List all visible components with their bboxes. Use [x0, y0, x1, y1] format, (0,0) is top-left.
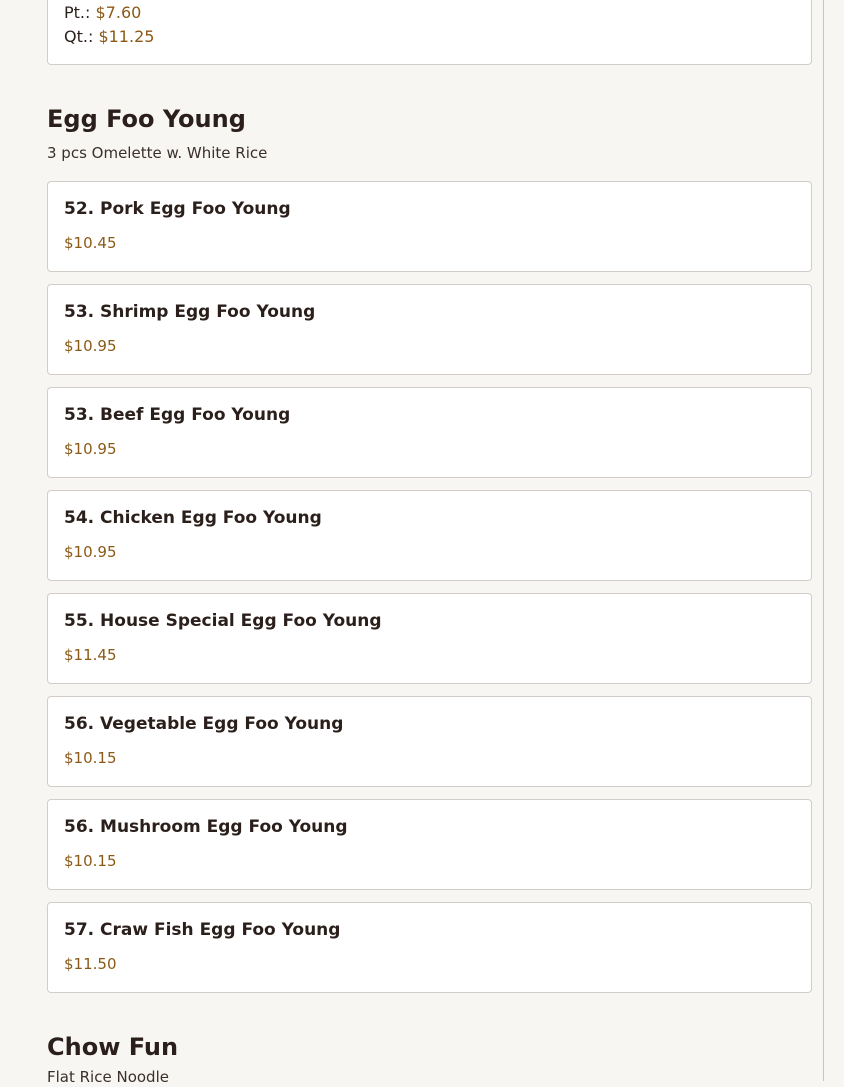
section-title-chow-fun: Chow Fun [47, 1033, 179, 1061]
menu-item-card[interactable] [47, 490, 812, 581]
menu-item-name: 56. Mushroom Egg Foo Young [64, 817, 348, 837]
size-label: Qt.: [64, 27, 94, 46]
menu-item-price: $11.50 [64, 955, 117, 973]
menu-item-name: 53. Beef Egg Foo Young [64, 405, 291, 425]
menu-item-card[interactable] [47, 799, 812, 890]
previous-item-card[interactable] [47, 0, 812, 65]
menu-item-list [47, 181, 812, 1005]
menu-item-price: $10.95 [64, 337, 117, 355]
menu-item-name: 56. Vegetable Egg Foo Young [64, 714, 344, 734]
size-price-row [64, 3, 141, 23]
menu-item-card[interactable] [47, 387, 812, 478]
size-label: Pt.: [64, 3, 91, 22]
section-subtitle-egg-foo-young: 3 pcs Omelette w. White Rice [47, 144, 268, 162]
menu-item-price: $10.15 [64, 749, 117, 767]
size-price: $11.25 [98, 27, 155, 46]
section-subtitle-chow-fun: Flat Rice Noodle [47, 1068, 169, 1086]
menu-item-card[interactable] [47, 902, 812, 993]
menu-item-price: $10.45 [64, 234, 117, 252]
menu-item-name: 57. Craw Fish Egg Foo Young [64, 920, 341, 940]
menu-item-price: $10.15 [64, 852, 117, 870]
right-panel-divider [823, 0, 824, 1081]
menu-item-card[interactable] [47, 696, 812, 787]
menu-item-card[interactable] [47, 181, 812, 272]
menu-item-name: 52. Pork Egg Foo Young [64, 199, 291, 219]
size-price-row [64, 27, 154, 47]
menu-item-name: 54. Chicken Egg Foo Young [64, 508, 322, 528]
menu-item-name: 55. House Special Egg Foo Young [64, 611, 382, 631]
menu-item-card[interactable] [47, 284, 812, 375]
size-price: $7.60 [95, 3, 142, 22]
menu-item-card[interactable] [47, 593, 812, 684]
menu-item-price: $10.95 [64, 543, 117, 561]
section-title-egg-foo-young: Egg Foo Young [47, 105, 246, 133]
menu-item-price: $10.95 [64, 440, 117, 458]
menu-item-price: $11.45 [64, 646, 117, 664]
menu-item-name: 53. Shrimp Egg Foo Young [64, 302, 316, 322]
